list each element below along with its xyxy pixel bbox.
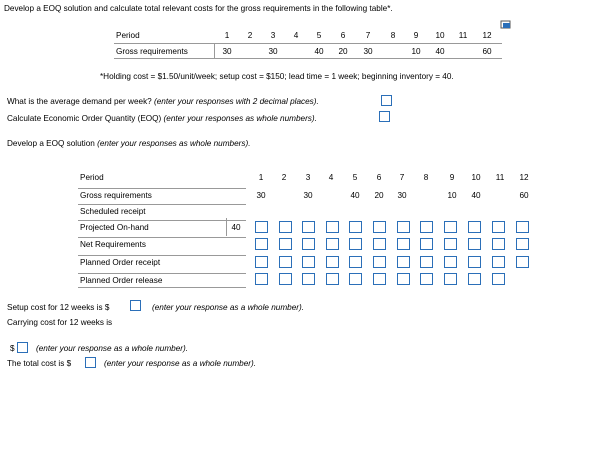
avg-demand-question [7, 97, 319, 106]
mrp-row-label-1: Gross requirements [80, 191, 152, 200]
mrp-planned-receipt-input-12[interactable] [516, 256, 529, 268]
mrp-net-req-input-3[interactable] [302, 238, 315, 250]
top-period-8: 8 [390, 31, 396, 40]
mrp-net-req-input-11[interactable] [492, 238, 505, 250]
mrp-planned-receipt-input-7[interactable] [397, 256, 410, 268]
carrying-cost-hint: (enter your response as a whole number). [36, 344, 189, 353]
mrp-net-req-input-4[interactable] [326, 238, 339, 250]
top-gross-label: Gross requirements [116, 47, 188, 56]
mrp-period-7: 7 [399, 173, 405, 182]
mrp-on-hand-input-4[interactable] [326, 221, 339, 233]
mrp-row-label-2: Scheduled receipt [80, 207, 146, 216]
mrp-row-label-5: Planned Order receipt [80, 258, 161, 267]
mrp-on-hand-input-6[interactable] [373, 221, 386, 233]
mrp-gross-6: 20 [374, 191, 384, 200]
mrp-planned-receipt-input-2[interactable] [279, 256, 292, 268]
mrp-row-label-0: Period [80, 173, 104, 182]
mrp-net-req-input-1[interactable] [255, 238, 268, 250]
top-period-4: 4 [293, 31, 299, 40]
total-cost-input[interactable] [85, 357, 96, 368]
top-period-11: 11 [458, 31, 468, 40]
mrp-planned-release-input-4[interactable] [326, 273, 339, 285]
mrp-on-hand-start: 40 [231, 223, 241, 232]
mrp-net-req-input-5[interactable] [349, 238, 362, 250]
mrp-on-hand-input-9[interactable] [444, 221, 457, 233]
mrp-period-11: 11 [495, 173, 505, 182]
carrying-cost-text: Carrying cost for 12 weeks is [7, 318, 113, 327]
mrp-on-hand-input-10[interactable] [468, 221, 481, 233]
mrp-net-req-input-12[interactable] [516, 238, 529, 250]
top-gross-12: 60 [482, 47, 492, 56]
mrp-planned-release-input-8[interactable] [420, 273, 433, 285]
mrp-on-hand-input-5[interactable] [349, 221, 362, 233]
eoq-text: Calculate Economic Order Quantity (EOQ) [7, 114, 162, 123]
mrp-planned-release-input-5[interactable] [349, 273, 362, 285]
mrp-gross-7: 30 [397, 191, 407, 200]
top-gross-5: 40 [314, 47, 324, 56]
mrp-planned-release-input-3[interactable] [302, 273, 315, 285]
top-period-12: 12 [482, 31, 492, 40]
total-cost-text: The total cost is $ [7, 359, 72, 368]
mrp-period-3: 3 [305, 173, 311, 182]
top-period-9: 9 [413, 31, 419, 40]
assumptions-note: *Holding cost = $1.50/unit/week; setup cost = $150; lead time = 1 week; beginning inventory = 40. [100, 72, 454, 81]
mrp-net-req-input-8[interactable] [420, 238, 433, 250]
top-period-5: 5 [316, 31, 322, 40]
mrp-planned-receipt-input-6[interactable] [373, 256, 386, 268]
top-period-6: 6 [340, 31, 346, 40]
carrying-cost-input[interactable] [17, 342, 28, 353]
mrp-gross-5: 40 [350, 191, 360, 200]
mrp-on-hand-input-12[interactable] [516, 221, 529, 233]
copy-table-icon[interactable] [500, 20, 512, 30]
mrp-on-hand-input-1[interactable] [255, 221, 268, 233]
mrp-period-2: 2 [281, 173, 287, 182]
avg-demand-hint: (enter your responses with 2 decimal places). [154, 97, 319, 106]
mrp-row-label-6: Planned Order release [80, 276, 163, 285]
mrp-planned-receipt-input-10[interactable] [468, 256, 481, 268]
avg-demand-input[interactable] [381, 95, 392, 106]
top-gross-3: 30 [268, 47, 278, 56]
mrp-on-hand-input-11[interactable] [492, 221, 505, 233]
top-gross-7: 30 [363, 47, 373, 56]
mrp-gross-9: 10 [447, 191, 457, 200]
mrp-planned-receipt-input-9[interactable] [444, 256, 457, 268]
eoq-question [7, 114, 317, 123]
mrp-planned-receipt-input-8[interactable] [420, 256, 433, 268]
setup-cost-input[interactable] [130, 300, 141, 311]
top-gross-10: 40 [435, 47, 445, 56]
total-cost-hint: (enter your response as a whole number). [104, 359, 257, 368]
mrp-planned-receipt-input-11[interactable] [492, 256, 505, 268]
mrp-gross-12: 60 [519, 191, 529, 200]
mrp-planned-receipt-input-3[interactable] [302, 256, 315, 268]
setup-cost-hint: (enter your response as a whole number). [152, 303, 305, 312]
mrp-period-5: 5 [352, 173, 358, 182]
mrp-period-9: 9 [449, 173, 455, 182]
top-gross-9: 10 [411, 47, 421, 56]
mrp-planned-release-input-1[interactable] [255, 273, 268, 285]
mrp-period-12: 12 [519, 173, 529, 182]
mrp-planned-release-input-2[interactable] [279, 273, 292, 285]
mrp-gross-1: 30 [256, 191, 266, 200]
eoq-solution-text: Develop a EOQ solution [7, 139, 95, 148]
mrp-period-1: 1 [258, 173, 264, 182]
mrp-net-req-input-7[interactable] [397, 238, 410, 250]
top-period-7: 7 [365, 31, 371, 40]
top-period-2: 2 [247, 31, 253, 40]
page-title: Develop a EOQ solution and calculate total relevant costs for the gross requirements in the following table*. [4, 4, 393, 13]
mrp-net-req-input-2[interactable] [279, 238, 292, 250]
carrying-dollar: $ [10, 344, 15, 353]
top-period-label: Period [116, 31, 140, 40]
eoq-input[interactable] [379, 111, 390, 122]
top-period-1: 1 [224, 31, 230, 40]
mrp-row-label-3: Projected On-hand [80, 223, 149, 232]
avg-demand-text: What is the average demand per week? [7, 97, 152, 106]
mrp-on-hand-input-7[interactable] [397, 221, 410, 233]
mrp-on-hand-input-8[interactable] [420, 221, 433, 233]
top-gross-1: 30 [222, 47, 232, 56]
eoq-hint: (enter your responses as whole numbers). [163, 114, 317, 123]
top-period-3: 3 [270, 31, 276, 40]
mrp-gross-10: 40 [471, 191, 481, 200]
mrp-period-6: 6 [376, 173, 382, 182]
mrp-period-4: 4 [328, 173, 334, 182]
top-period-10: 10 [435, 31, 445, 40]
mrp-on-hand-input-3[interactable] [302, 221, 315, 233]
eoq-solution-question [7, 139, 251, 148]
mrp-planned-release-input-7[interactable] [397, 273, 410, 285]
mrp-planned-receipt-input-4[interactable] [326, 256, 339, 268]
mrp-planned-release-input-10[interactable] [468, 273, 481, 285]
mrp-planned-receipt-input-5[interactable] [349, 256, 362, 268]
mrp-row-label-4: Net Requirements [80, 240, 146, 249]
setup-cost-text: Setup cost for 12 weeks is $ [7, 303, 110, 312]
mrp-net-req-input-9[interactable] [444, 238, 457, 250]
mrp-planned-release-input-9[interactable] [444, 273, 457, 285]
mrp-planned-release-input-6[interactable] [373, 273, 386, 285]
mrp-period-10: 10 [471, 173, 481, 182]
mrp-net-req-input-10[interactable] [468, 238, 481, 250]
mrp-gross-3: 30 [303, 191, 313, 200]
mrp-planned-release-input-11[interactable] [492, 273, 505, 285]
top-gross-6: 20 [338, 47, 348, 56]
eoq-solution-hint: (enter your responses as whole numbers). [97, 139, 251, 148]
mrp-net-req-input-6[interactable] [373, 238, 386, 250]
mrp-period-8: 8 [423, 173, 429, 182]
mrp-on-hand-input-2[interactable] [279, 221, 292, 233]
mrp-planned-receipt-input-1[interactable] [255, 256, 268, 268]
